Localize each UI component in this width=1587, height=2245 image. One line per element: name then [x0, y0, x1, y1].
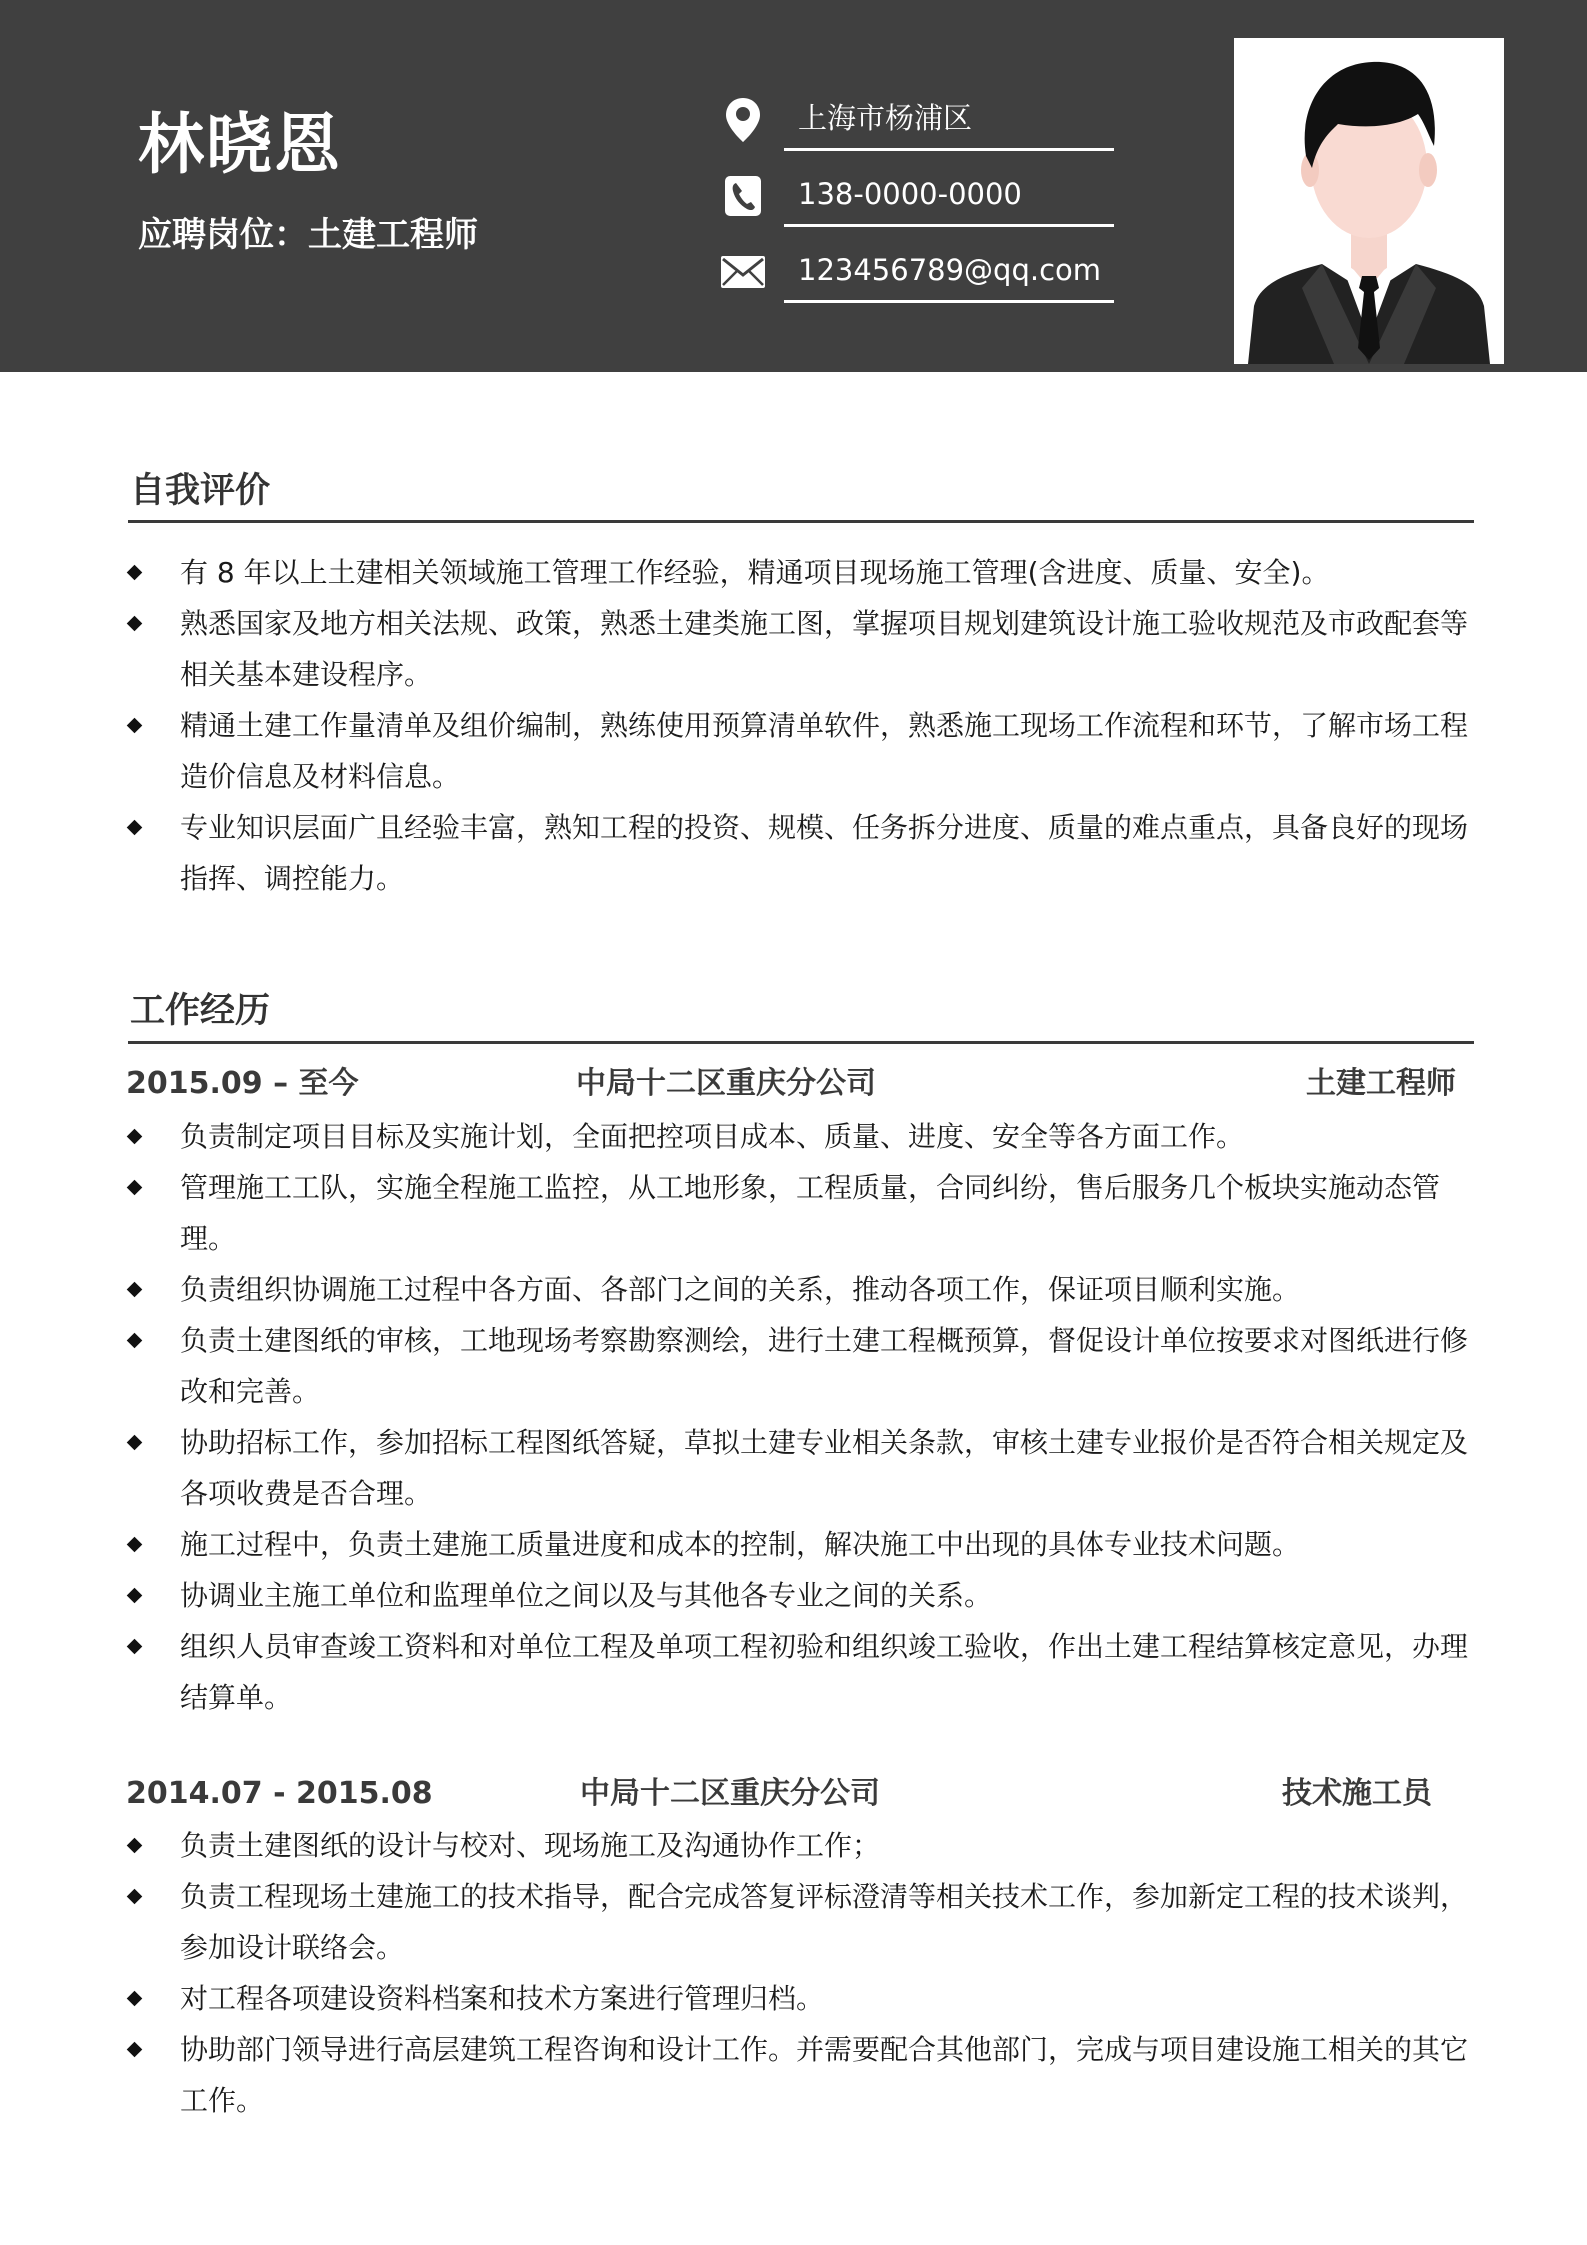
diamond-bullet-icon	[127, 1333, 143, 1349]
email-text: 123456789@qq.com	[798, 253, 1102, 287]
diamond-bullet-icon	[127, 820, 143, 836]
section-divider	[128, 520, 1474, 523]
list-item-text: 熟悉国家及地方相关法规、政策，熟悉土建类施工图，掌握项目规划建筑设计施工验收规范及市政配套等相关基本建设程序。	[180, 607, 1469, 691]
list-item	[126, 1315, 1470, 1417]
section-title-work-experience: 工作经历	[130, 991, 271, 1031]
job-position: 土建工程师	[1306, 1066, 1456, 1101]
diamond-bullet-icon	[127, 1537, 143, 1553]
job-period: 2014.07 - 2015.08	[126, 1776, 433, 1811]
diamond-bullet-icon	[127, 616, 143, 632]
phone-icon	[718, 172, 768, 220]
job-company: 中局十二区重庆分公司	[576, 1066, 876, 1101]
contact-divider	[784, 300, 1114, 303]
job-duties-list	[126, 1820, 1470, 2126]
envelope-icon	[718, 248, 768, 296]
diamond-bullet-icon	[127, 1889, 143, 1905]
list-item	[126, 802, 1470, 904]
list-item-text: 管理施工工队，实施全程施工监控，从工地形象，工程质量，合同纠纷，售后服务几个板块实施动态管理。	[180, 1171, 1441, 1255]
diamond-bullet-icon	[127, 1639, 143, 1655]
diamond-bullet-icon	[127, 1282, 143, 1298]
job-header	[126, 1064, 1476, 1104]
job-title: 应聘岗位：土建工程师	[138, 215, 478, 255]
diamond-bullet-icon	[127, 1180, 143, 1196]
candidate-name: 林晓恩	[138, 106, 342, 183]
section-title-self-evaluation: 自我评价	[130, 471, 271, 511]
list-item-text: 负责土建图纸的审核，工地现场考察勘察测绘，进行土建工程概预算，督促设计单位按要求对图纸进行修改和完善。	[180, 1324, 1469, 1408]
diamond-bullet-icon	[127, 565, 143, 581]
list-item	[126, 700, 1470, 802]
contact-email	[718, 248, 1118, 296]
list-item-text: 施工过程中，负责土建施工质量进度和成本的控制，解决施工中出现的具体专业技术问题。	[180, 1528, 1301, 1561]
list-item	[126, 1621, 1470, 1723]
job-period: 2015.09 – 至今	[126, 1066, 359, 1101]
job-position: 技术施工员	[1282, 1776, 1432, 1811]
list-item-text: 负责制定项目目标及实施计划，全面把控项目成本、质量、进度、安全等各方面工作。	[180, 1120, 1245, 1153]
list-item	[126, 2024, 1470, 2126]
avatar-photo	[1234, 38, 1504, 364]
header-banner	[0, 0, 1587, 372]
list-item	[126, 1264, 1470, 1315]
job-header	[126, 1774, 1476, 1814]
list-item	[126, 1111, 1470, 1162]
list-item	[126, 1162, 1470, 1264]
list-item-text: 协助部门领导进行高层建筑工程咨询和设计工作。并需要配合其他部门，完成与项目建设施工相关的其它工作。	[180, 2033, 1469, 2117]
diamond-bullet-icon	[127, 1435, 143, 1451]
list-item-text: 协调业主施工单位和监理单位之间以及与其他各专业之间的关系。	[180, 1579, 993, 1612]
self-evaluation-list	[126, 547, 1470, 904]
phone-text: 138-0000-0000	[798, 177, 1022, 211]
list-item	[126, 1973, 1470, 2024]
diamond-bullet-icon	[127, 1588, 143, 1604]
section-divider	[128, 1041, 1474, 1044]
contact-location	[718, 96, 1118, 144]
list-item	[126, 1417, 1470, 1519]
diamond-bullet-icon	[127, 1991, 143, 2007]
list-item-text: 有 8 年以上土建相关领域施工管理工作经验，精通项目现场施工管理(含进度、质量、安全)。	[180, 556, 1330, 589]
list-item	[126, 598, 1470, 700]
list-item-text: 负责工程现场土建施工的技术指导，配合完成答复评标澄清等相关技术工作，参加新定工程的技术谈判，参加设计联络会。	[180, 1880, 1469, 1964]
list-item	[126, 1820, 1470, 1871]
diamond-bullet-icon	[127, 1129, 143, 1145]
list-item-text: 精通土建工作量清单及组价编制，熟练使用预算清单软件，熟悉施工现场工作流程和环节，了解市场工程造价信息及材料信息。	[180, 709, 1469, 793]
contact-divider	[784, 224, 1114, 227]
job-duties-list	[126, 1111, 1470, 1723]
diamond-bullet-icon	[127, 2042, 143, 2058]
contact-phone	[718, 172, 1118, 220]
list-item	[126, 547, 1470, 598]
location-text: 上海市杨浦区	[798, 101, 973, 135]
list-item	[126, 1519, 1470, 1570]
list-item	[126, 1871, 1470, 1973]
job-company: 中局十二区重庆分公司	[580, 1776, 880, 1811]
list-item-text: 组织人员审查竣工资料和对单位工程及单项工程初验和组织竣工验收，作出土建工程结算核定意见，办理结算单。	[180, 1630, 1469, 1714]
contact-divider	[784, 148, 1114, 151]
list-item-text: 对工程各项建设资料档案和技术方案进行管理归档。	[180, 1982, 825, 2015]
person-icon	[1234, 38, 1504, 364]
list-item-text: 专业知识层面广且经验丰富，熟知工程的投资、规模、任务拆分进度、质量的难点重点，具备良好的现场指挥、调控能力。	[180, 811, 1469, 895]
list-item	[126, 1570, 1470, 1621]
list-item-text: 负责组织协调施工过程中各方面、各部门之间的关系，推动各项工作，保证项目顺利实施。	[180, 1273, 1301, 1306]
diamond-bullet-icon	[127, 1838, 143, 1854]
list-item-text: 协助招标工作，参加招标工程图纸答疑，草拟土建专业相关条款，审核土建专业报价是否符合相关规定及各项收费是否合理。	[180, 1426, 1469, 1510]
list-item-text: 负责土建图纸的设计与校对、现场施工及沟通协作工作；	[180, 1829, 881, 1862]
diamond-bullet-icon	[127, 718, 143, 734]
location-pin-icon	[718, 96, 768, 144]
